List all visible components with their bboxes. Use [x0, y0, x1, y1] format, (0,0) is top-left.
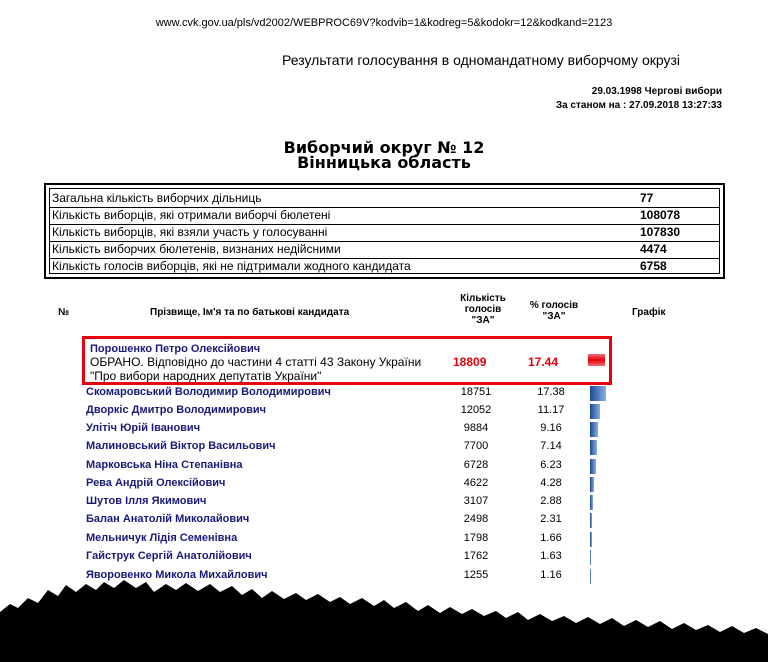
header-pct-l1: % голосів [529, 300, 579, 311]
candidate-name[interactable]: Улітіч Юрій Іванович [86, 422, 201, 434]
candidate-name[interactable]: Марковська Ніна Степанівна [86, 459, 243, 471]
header-num: № [58, 307, 70, 318]
stat-value: 6758 [640, 259, 667, 273]
candidate-name[interactable]: Гайструк Сергій Анатолійович [86, 550, 252, 562]
candidate-votes: 6728 [463, 459, 489, 471]
candidate-name[interactable]: Дворкіс Дмитро Володимирович [86, 404, 267, 416]
winner-votes: 18809 [453, 355, 487, 369]
header-votes-l3: "ЗА" [471, 315, 495, 326]
candidate-pct: 9.16 [540, 422, 562, 434]
candidate-name[interactable]: Рева Андрій Олексійович [86, 477, 226, 489]
candidate-pct: 17.38 [537, 386, 565, 398]
stat-label: Кількість голосів виборців, які не підтримали жодного кандидата [52, 259, 411, 273]
candidate-name[interactable]: Скомаровський Володимир Володимирович [86, 386, 331, 398]
as-of-timestamp: За станом на : 27.09.2018 13:27:33 [555, 100, 722, 111]
candidate-name[interactable]: Мельничук Лідія Семенівна [86, 532, 238, 544]
candidate-pct: 4.28 [540, 477, 562, 489]
stat-label: Загальна кількість виборчих дільниць [52, 191, 262, 205]
candidate-name[interactable]: Шутов Ілля Якимович [86, 495, 207, 507]
candidate-pct: 1.16 [540, 569, 562, 581]
stat-value: 77 [640, 191, 654, 205]
election-date: 29.03.1998 Чергові вибори [591, 86, 722, 97]
stat-value: 4474 [640, 242, 667, 256]
stat-label: Кількість виборчих бюлетенів, визнаних недійсними [52, 242, 341, 256]
candidate-votes: 7700 [463, 440, 489, 452]
candidate-votes: 12052 [460, 404, 492, 416]
stat-value: 107830 [640, 225, 681, 239]
candidate-votes: 1762 [463, 550, 489, 562]
stat-value: 108078 [640, 208, 681, 222]
candidate-pct: 6.23 [540, 459, 562, 471]
header-chart: Графік [632, 307, 666, 318]
header-pct-l2: "ЗА" [542, 311, 566, 322]
header-name: Прізвище, Ім'я та по батькові кандидата [150, 307, 350, 318]
winner-note-line2: "Про вибори народних депутатів України" [90, 369, 322, 383]
candidate-pct: 11.17 [537, 404, 565, 416]
page-title: Результати голосування в одномандатному виборчому окрузі [282, 52, 681, 68]
candidate-votes: 3107 [463, 495, 489, 507]
candidate-votes: 2498 [463, 513, 489, 525]
winner-pct: 17.44 [528, 355, 559, 369]
candidate-votes: 4622 [463, 477, 489, 489]
header-votes-l2: голосів [464, 304, 502, 315]
stat-label: Кількість виборців, які взяли участь у голосуванні [52, 225, 328, 239]
district-region: Вінницька область [297, 153, 471, 172]
candidate-name[interactable]: Яворовенко Микола Михайлович [86, 569, 268, 581]
page-url: www.cvk.gov.ua/pls/vd2002/WEBPROC69V?kodvib=1&kodreg=5&kodokr=12&kodkand=2123 [155, 17, 613, 29]
header-votes-l1: Кількість [460, 293, 506, 304]
candidate-name[interactable]: Балан Анатолій Миколайович [86, 513, 250, 525]
candidate-pct: 2.31 [540, 513, 562, 525]
stat-label: Кількість виборців, які отримали виборчі бюлетені [52, 208, 331, 222]
candidate-votes: 9884 [463, 422, 489, 434]
district-name: Виборчий округ № 12 [283, 138, 485, 157]
candidate-pct: 7.14 [540, 440, 562, 452]
candidate-votes: 1798 [463, 532, 489, 544]
candidate-pct: 1.63 [540, 550, 562, 562]
winner-note-line1: ОБРАНО. Відповідно до частини 4 статті 43 Закону України [90, 355, 422, 369]
candidate-pct: 2.88 [540, 495, 562, 507]
candidate-votes: 1255 [463, 569, 489, 581]
candidate-name[interactable]: Малиновський Віктор Васильович [86, 440, 276, 452]
winner-name[interactable]: Порошенко Петро Олексійович [90, 343, 261, 355]
candidate-pct: 1.66 [540, 532, 562, 544]
candidate-votes: 18751 [460, 386, 492, 398]
torn-edge-shape [0, 580, 768, 662]
